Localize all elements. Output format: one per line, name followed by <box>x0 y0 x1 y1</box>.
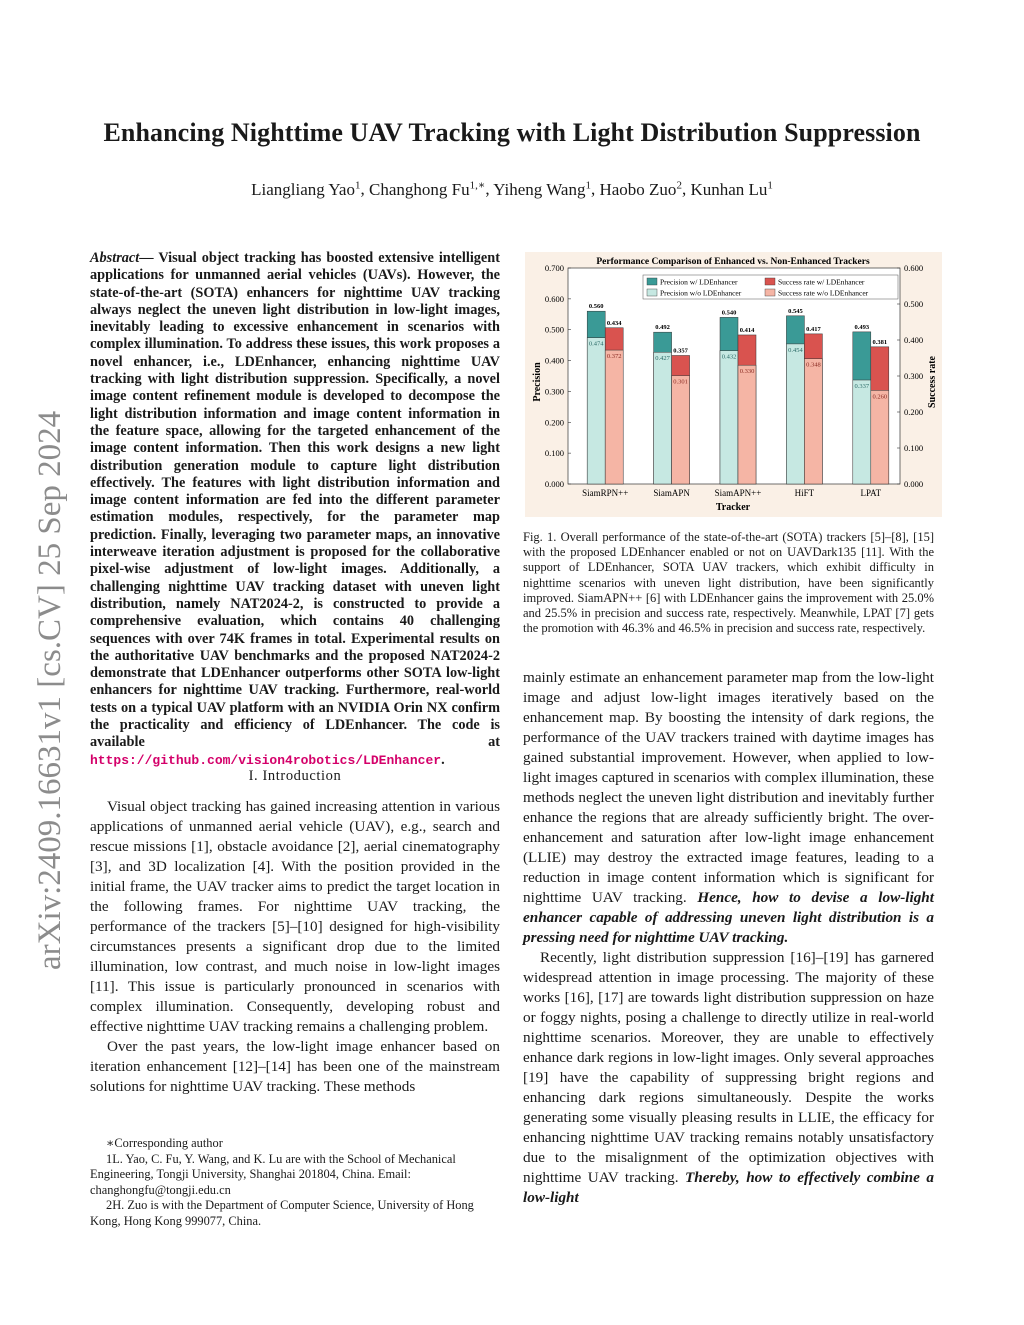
footnotes <box>90 1136 500 1229</box>
y2-tick-label: 0.000 <box>904 479 924 489</box>
performance-chart <box>525 252 942 517</box>
bar-precision-without <box>786 344 804 484</box>
y2-tick-label: 0.200 <box>904 407 924 417</box>
legend-label: Precision w/ LDEnhancer <box>660 277 738 287</box>
y2-tick-label: 0.400 <box>904 335 924 345</box>
data-label: 0.337 <box>854 383 870 391</box>
x-tick-label: SiamRPN++ <box>582 488 629 498</box>
legend-label: Precision w/o LDEnhancer <box>660 288 742 298</box>
legend-swatch <box>765 289 775 296</box>
y-axis-label: Precision <box>532 362 543 402</box>
paragraph: Over the past years, the low-light image enhancer based on iteration enhancement [12]–[14] has been one of the mainstream solutions for nighttime UAV tracking. These methods <box>90 1038 500 1095</box>
data-label: 0.372 <box>606 353 622 361</box>
data-label: 0.301 <box>673 378 688 386</box>
data-label: 0.493 <box>854 323 870 331</box>
y-tick-label: 0.700 <box>544 263 564 273</box>
y2-tick-label: 0.500 <box>904 299 924 309</box>
x-tick-label: HiFT <box>794 488 815 498</box>
data-label: 0.474 <box>588 340 604 348</box>
bar-success-without <box>605 350 623 484</box>
author: Liangliang Yao$^1$ <box>251 179 361 199</box>
legend-label: Success rate w/ LDEnhancer <box>778 277 865 287</box>
x-tick-label: LPAT <box>860 488 882 498</box>
arxiv-identifier <box>12 355 72 975</box>
abstract: Abstract— Visual object tracking has boosted extensive intelligent applications for unmanned aerial vehicles (UAVs). However, the state-of-the-art (SOTA) enhancers for nighttime UAV tracking always neglect the uneven light distribution in low-light images, inevitably leading to excessive enhancement in scenarios with complex illumination. To address these issues, this work proposes a novel enhancer, i.e., LDEnhancer, enhancing nighttime UAV tracking with light distribution suppression. Specifically, a novel image content refinement module is developed to decompose the light distribution information and image content information in the feature space, allowing for the targeted enhancement of the image content information. Then this work designs a new light distribution generation module to capture light distribution effectively. The features with light distribution information and image content information are fed into the different parameter estimation modules, respectively, for the parameter map prediction. Finally, leveraging two parameter maps, an innovative interweave iteration adjustment is proposed for the collaborative pixel-wise adjustment of low-light images. Additionally, a challenging nighttime UAV tracking dataset with uneven light distribution, namely NAT2024-2, is constructed to provide a comprehensive evaluation, which contains 40 challenging sequences with over 74K frames in total. Experimental results on the authoritative UAV benchmarks and the proposed NAT2024-2 demonstrate that LDEnhancer outperforms other SOTA low-light enhancers for nighttime UAV tracking. Furthermore, real-world tests on a typical UAV platform with an NVIDIA Orin NX confirm the practicality and efficiency of LDEnhancer. The code is available at https://github.com/vision4robotics/LDEnhancer. <box>90 250 500 768</box>
paragraph: Recently, light distribution suppression [16]–[19] has garnered widespread attention in image processing. The majority of these works [16], [17] are towards light distribution suppression on haze or foggy nights, posing a challenge to directly utilize in real-world nighttime scenarios. Moreover, they are unable to effectively enhance dark regions in low-light images. Only several approaches [19] have the capability of suppressing bright regions and enhancing dark regions simultaneously. Despite the works generating some visually pleasing results in LLIE, the efficacy for enhancing nighttime UAV tracking remains notably unsatisfactory due to the misalignment of the optimization objectives with nighttime UAV tracking. Thereby, how to effectively combine a low-light <box>523 949 934 1206</box>
footnote: 2H. Zuo is with the Department of Computer Science, University of Hong Kong, Hong Kong 999077, China. <box>90 1198 474 1228</box>
x-tick-label: SiamAPN <box>653 488 690 498</box>
author: Yiheng Wang$^1$ <box>493 179 591 199</box>
bar-precision-without <box>587 338 605 484</box>
right-column-body <box>523 668 934 1208</box>
y2-tick-label: 0.600 <box>904 263 924 273</box>
data-label: 0.560 <box>588 303 604 311</box>
x-axis-label: Tracker <box>715 502 751 513</box>
bar-success-without <box>672 376 690 484</box>
chart-legend <box>643 275 898 299</box>
y2-axis-label: Success rate <box>927 356 938 408</box>
footnote: ∗Corresponding author <box>106 1136 223 1150</box>
bar-success-without <box>871 390 889 484</box>
y-tick-label: 0.300 <box>544 386 564 397</box>
bar-precision-without <box>720 351 738 484</box>
data-label: 0.540 <box>721 309 737 317</box>
y-tick-label: 0.600 <box>544 293 564 304</box>
paragraph: mainly estimate an enhancement parameter map from the low-light image and adjust low-light images iteratively based on the enhancement map. By boosting the intensity of dark regions, the performance of the UAV trackers trained with daytime images has gained substantial improvement. However, when applied to low-light images captured in scenarios with complex illumination, these methods neglect the uneven light distribution and inevitably further enhance the regions that are already sufficiently bright. The over-enhancement and saturation after low-light image enhancement (LLIE) may destroy the extracted image features, leading to a reduction in image content information which is significant for nighttime UAV tracking. Hence, how to devise a low-light enhancer capable of addressing uneven light distribution is a pressing need for nighttime UAV tracking. <box>523 669 934 946</box>
abstract-label: Abstract <box>90 250 140 266</box>
y-tick-label: 0.500 <box>544 324 564 335</box>
y-tick-label: 0.400 <box>544 355 564 366</box>
figure-caption: Fig. 1. Overall performance of the state-of-the-art (SOTA) trackers [5]–[8], [15] with the proposed LDEnhancer enabled or not on UAVDark135 [11]. With the support of LDEnhancer, SOTA UAV trackers, which exhibit difficulty in nighttime scenarios with uneven light distribution, have been significantly improved. SiamAPN++ [6] with LDEnhancer gains the improvement with 25.0% and 25.5% in precision and success rate, respectively. Meanwhile, LPAT [7] gets the promotion with 46.3% and 46.5% in precision and success rate, respectively. <box>523 530 934 636</box>
bar-precision-without <box>853 380 871 484</box>
legend-swatch <box>647 289 657 296</box>
data-label: 0.260 <box>872 393 888 401</box>
author-list: Liangliang Yao$^1$, Changhong $Fu^{1,∗}$, Yiheng Wang$^1$, Haobo Zuo$^2$, Kunhan Lu$^1$ <box>251 179 773 199</box>
footnote: 1L. Yao, C. Fu, Y. Wang, and K. Lu are with the School of Mechanical Engineering, Tongji University, Shanghai 201804, China. Email: changhongfu@tongji.edu.cn <box>90 1151 456 1197</box>
data-label: 0.357 <box>673 347 688 355</box>
legend-label: Success rate w/o LDEnhancer <box>778 288 869 298</box>
y-tick-label: 0.000 <box>544 479 564 489</box>
data-label: 0.381 <box>872 338 888 346</box>
data-label: 0.348 <box>806 361 821 369</box>
bar-precision-without <box>654 352 672 484</box>
y2-tick-label: 0.300 <box>904 371 924 381</box>
section-heading: I. Introduction <box>248 768 342 784</box>
data-label: 0.427 <box>655 355 670 363</box>
x-tick-label: SiamAPN++ <box>714 488 762 498</box>
legend-swatch <box>765 278 775 285</box>
y2-tick-label: 0.100 <box>904 443 924 453</box>
author: Haobo Zuo$^2$ <box>599 179 682 199</box>
bar-chart-svg <box>525 252 942 517</box>
abstract-text: — Visual object tracking has boosted extensive intelligent applications for unmanned aerial vehicles (UAVs). However, the state-of-the-art (SOTA) enhancers for nighttime UAV tracking always neglect the uneven light distribution in low-light images, inevitably leading to excessive enhancement in scenarios with complex illumination. To address these issues, this work proposes a novel enhancer, i.e., LDEnhancer, enhancing nighttime UAV tracking with light distribution suppression. Specifically, a novel image content refinement module is developed to decompose the light distribution information and image content information in the feature space, allowing for the targeted enhancement of the image content information. Then this work designs a new light distribution generation module to capture light distribution effectively. The features with light distribution information and image content information are fed into the different parameter estimation modules, respectively, for the parameter map prediction. Finally, leveraging two parameter maps, an innovative interweave iteration adjustment is proposed for the collaborative pixel-wise adjustment of low-light images. Additionally, a challenging nighttime UAV tracking dataset with uneven light distribution, namely NAT2024-2, is constructed to provide a comprehensive evaluation, which contains 40 challenging sequences with over 74K frames in total. Experimental results on the authoritative UAV benchmarks and the proposed NAT2024-2 demonstrate that LDEnhancer outperforms other SOTA low-light enhancers for nighttime UAV tracking. Furthermore, real-world tests on a typical UAV platform with an NVIDIA Orin NX confirm the practicality and efficiency of LDEnhancer. The code is available at <box>90 250 500 751</box>
bar-success-without <box>738 365 756 484</box>
data-label: 0.545 <box>788 307 803 315</box>
legend-swatch <box>647 278 657 285</box>
chart-title: Performance Comparison of Enhanced vs. Non-Enhanced Trackers <box>596 257 870 267</box>
introduction-body <box>90 797 500 1097</box>
bar-success-without <box>804 359 822 484</box>
data-label: 0.417 <box>806 325 821 333</box>
author: Kunhan Lu$^1$ <box>690 179 773 199</box>
data-label: 0.454 <box>788 346 803 354</box>
data-label: 0.492 <box>655 324 670 332</box>
arxiv-id-text: arXiv:2409.16631v1 [cs.CV] 25 Sep 2024 <box>32 410 68 970</box>
y-tick-label: 0.200 <box>544 417 564 428</box>
paper-title: Enhancing Nighttime UAV Tracking with Light Distribution Suppression <box>103 118 921 147</box>
code-link[interactable]: https://github.com/vision4robotics/LDEnhancer <box>90 752 442 768</box>
data-label: 0.330 <box>739 368 755 376</box>
author: Changhong $Fu^{1,∗}$ <box>368 179 486 199</box>
data-label: 0.432 <box>721 353 737 361</box>
data-label: 0.434 <box>606 319 622 327</box>
y-tick-label: 0.100 <box>544 448 564 459</box>
data-label: 0.414 <box>739 326 755 334</box>
paragraph: Visual object tracking has gained increasing attention in various applications of unmanned aerial vehicle (UAV), e.g., search and rescue missions [1], obstacle avoidance [2], aerial cinematography [3], and 3D localization [4]. With the position provided in the initial frame, the UAV tracker aims to predict the target location in the following frames. For nighttime UAV tracking, the performance of the trackers [5]–[10] designed for high-visibility circumstances presents a significant drop due to the limited illumination, low contrast, and much noise in low-light images [11]. This issue is particularly pronounced in scenarios with complex illumination. Consequently, developing robust and effective nighttime UAV tracking remains a challenging problem. <box>90 798 500 1035</box>
